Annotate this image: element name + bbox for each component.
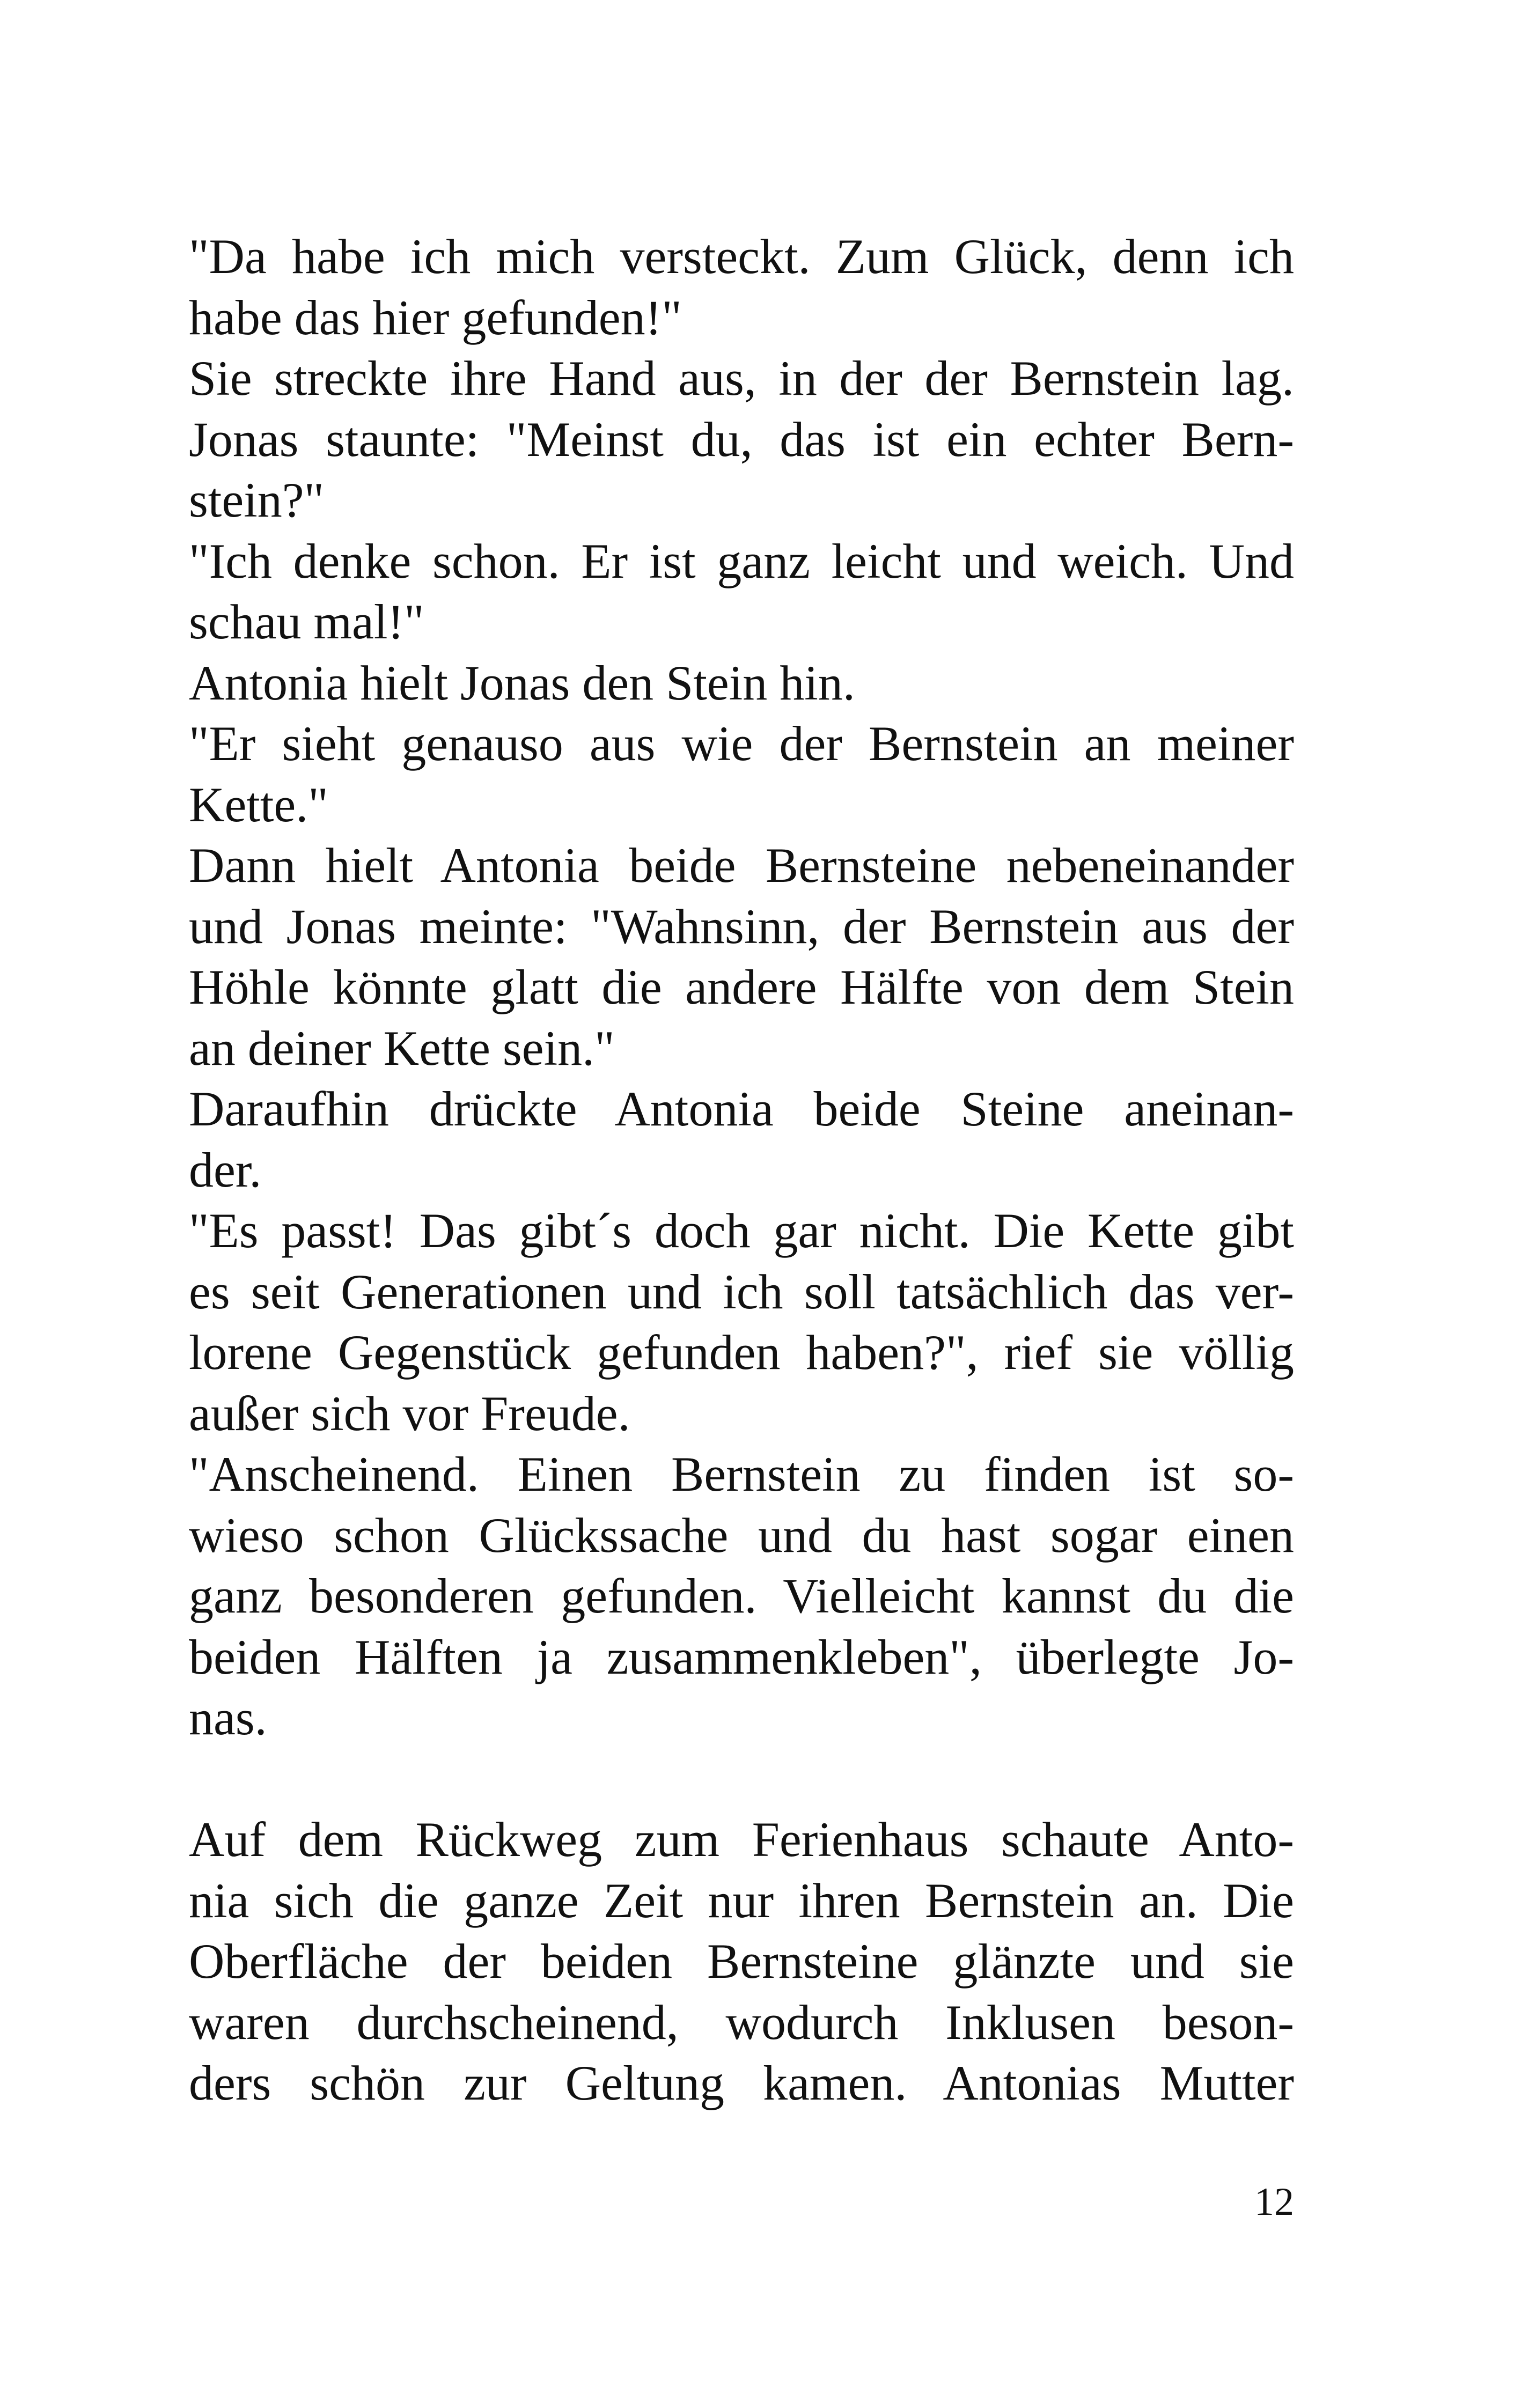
text-line: Auf dem Rückweg zum Ferienhaus schaute Anto-: [189, 1812, 1294, 1867]
text-line: nas.: [189, 1690, 267, 1745]
text-line: beiden Hälften ja zusammenkleben", überlegte Jo-: [189, 1629, 1294, 1684]
text-line: Sie streckte ihre Hand aus, in der der Bernstein lag.: [189, 351, 1294, 406]
page-number: 12: [1254, 2180, 1294, 2224]
text-line: und Jonas meinte: "Wahnsinn, der Bernstein aus der: [189, 899, 1294, 954]
text-line: Daraufhin drückte Antonia beide Steine aneinan-: [189, 1081, 1294, 1136]
text-line: Antonia hielt Jonas den Stein hin.: [189, 655, 855, 710]
text-line: "Er sieht genauso aus wie der Bernstein an meiner: [189, 716, 1294, 771]
text-line: nia sich die ganze Zeit nur ihren Bernstein an. Die: [189, 1873, 1294, 1928]
text-line: stein?": [189, 473, 325, 527]
text-line: Dann hielt Antonia beide Bernsteine nebeneinander: [189, 838, 1294, 893]
text-line: an deiner Kette sein.": [189, 1020, 615, 1076]
text-line: Kette.": [189, 777, 328, 832]
text-line: "Da habe ich mich versteckt. Zum Glück, denn ich: [189, 229, 1294, 284]
text-line: "Es passt! Das gibt´s doch gar nicht. Die Kette gibt: [189, 1203, 1294, 1258]
text-line: habe das hier gefunden!": [189, 290, 682, 345]
paragraph-break: [189, 1749, 1294, 1810]
text-line: ders schön zur Geltung kamen. Antonias Mutter: [189, 2056, 1294, 2110]
body-text: [189, 226, 1294, 2114]
text-line: es seit Generationen und ich soll tatsächlich das ver-: [189, 1264, 1294, 1319]
text-line: Oberfläche der beiden Bernsteine glänzte und sie: [189, 1934, 1294, 1989]
text-line: "Anscheinend. Einen Bernstein zu finden ist so-: [189, 1447, 1294, 1501]
text-line: Höhle könnte glatt die andere Hälfte von dem Stein: [189, 960, 1294, 1014]
text-line: lorene Gegenstück gefunden haben?", rief sie völlig: [189, 1325, 1294, 1380]
text-line: ganz besonderen gefunden. Vielleicht kannst du die: [189, 1568, 1294, 1623]
text-line: Jonas staunte: "Meinst du, das ist ein echter Bern-: [189, 411, 1294, 467]
text-line: "Ich denke schon. Er ist ganz leicht und weich. Und: [189, 533, 1294, 588]
text-line: außer sich vor Freude.: [189, 1386, 630, 1441]
text-line: schau mal!": [189, 594, 424, 649]
text-line: der.: [189, 1142, 262, 1197]
text-line: waren durchscheinend, wodurch Inklusen beson-: [189, 1994, 1294, 2050]
text-line: wieso schon Glückssache und du hast sogar einen: [189, 1507, 1294, 1563]
